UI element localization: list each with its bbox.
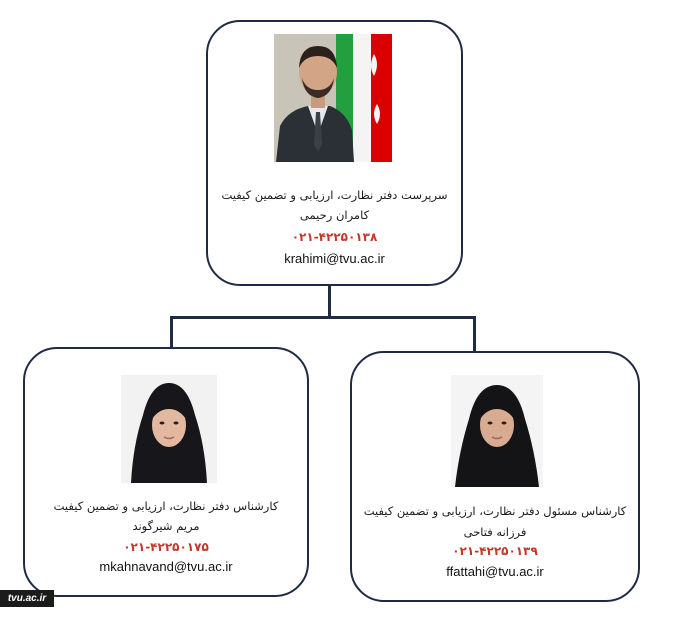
email-address: krahimi@tvu.ac.ir xyxy=(284,251,385,266)
portrait-photo xyxy=(274,34,392,162)
job-title: سرپرست دفتر نظارت، ارزیابی و تضمین کیفیت xyxy=(221,188,448,202)
email-address: ffattahi@tvu.ac.ir xyxy=(446,564,544,579)
org-node-expert xyxy=(23,347,309,597)
portrait-woman-icon xyxy=(121,375,217,483)
org-node-senior-expert xyxy=(350,351,640,602)
connector-line xyxy=(473,316,476,352)
org-node-supervisor xyxy=(206,20,463,286)
portrait-photo xyxy=(121,375,217,483)
phone-number: ۰۲۱-۴۲۲۵۰۱۷۵ xyxy=(123,540,209,554)
connector-line xyxy=(328,286,331,318)
portrait-man-with-flag-icon xyxy=(274,34,392,162)
site-watermark: tvu.ac.ir xyxy=(0,590,54,607)
job-title: کارشناس دفتر نظارت، ارزیابی و تضمین کیفیت xyxy=(53,499,279,513)
email-address: mkahnavand@tvu.ac.ir xyxy=(99,559,233,574)
person-name: کامران رحیمی xyxy=(299,208,370,222)
connector-line xyxy=(170,316,173,348)
portrait-photo xyxy=(451,375,543,487)
phone-number: ۰۲۱-۴۲۲۵۰۱۳۸ xyxy=(291,230,378,244)
job-title: کارشناس مسئول دفتر نظارت، ارزیابی و تضمین کیفیت xyxy=(363,504,627,518)
portrait-woman-icon xyxy=(451,375,543,487)
phone-number: ۰۲۱-۴۲۲۵۰۱۳۹ xyxy=(452,544,538,558)
person-name: فرزانه فتاحی xyxy=(463,525,527,539)
connector-line xyxy=(170,316,476,319)
person-name: مریم شیرگوند xyxy=(132,519,200,533)
